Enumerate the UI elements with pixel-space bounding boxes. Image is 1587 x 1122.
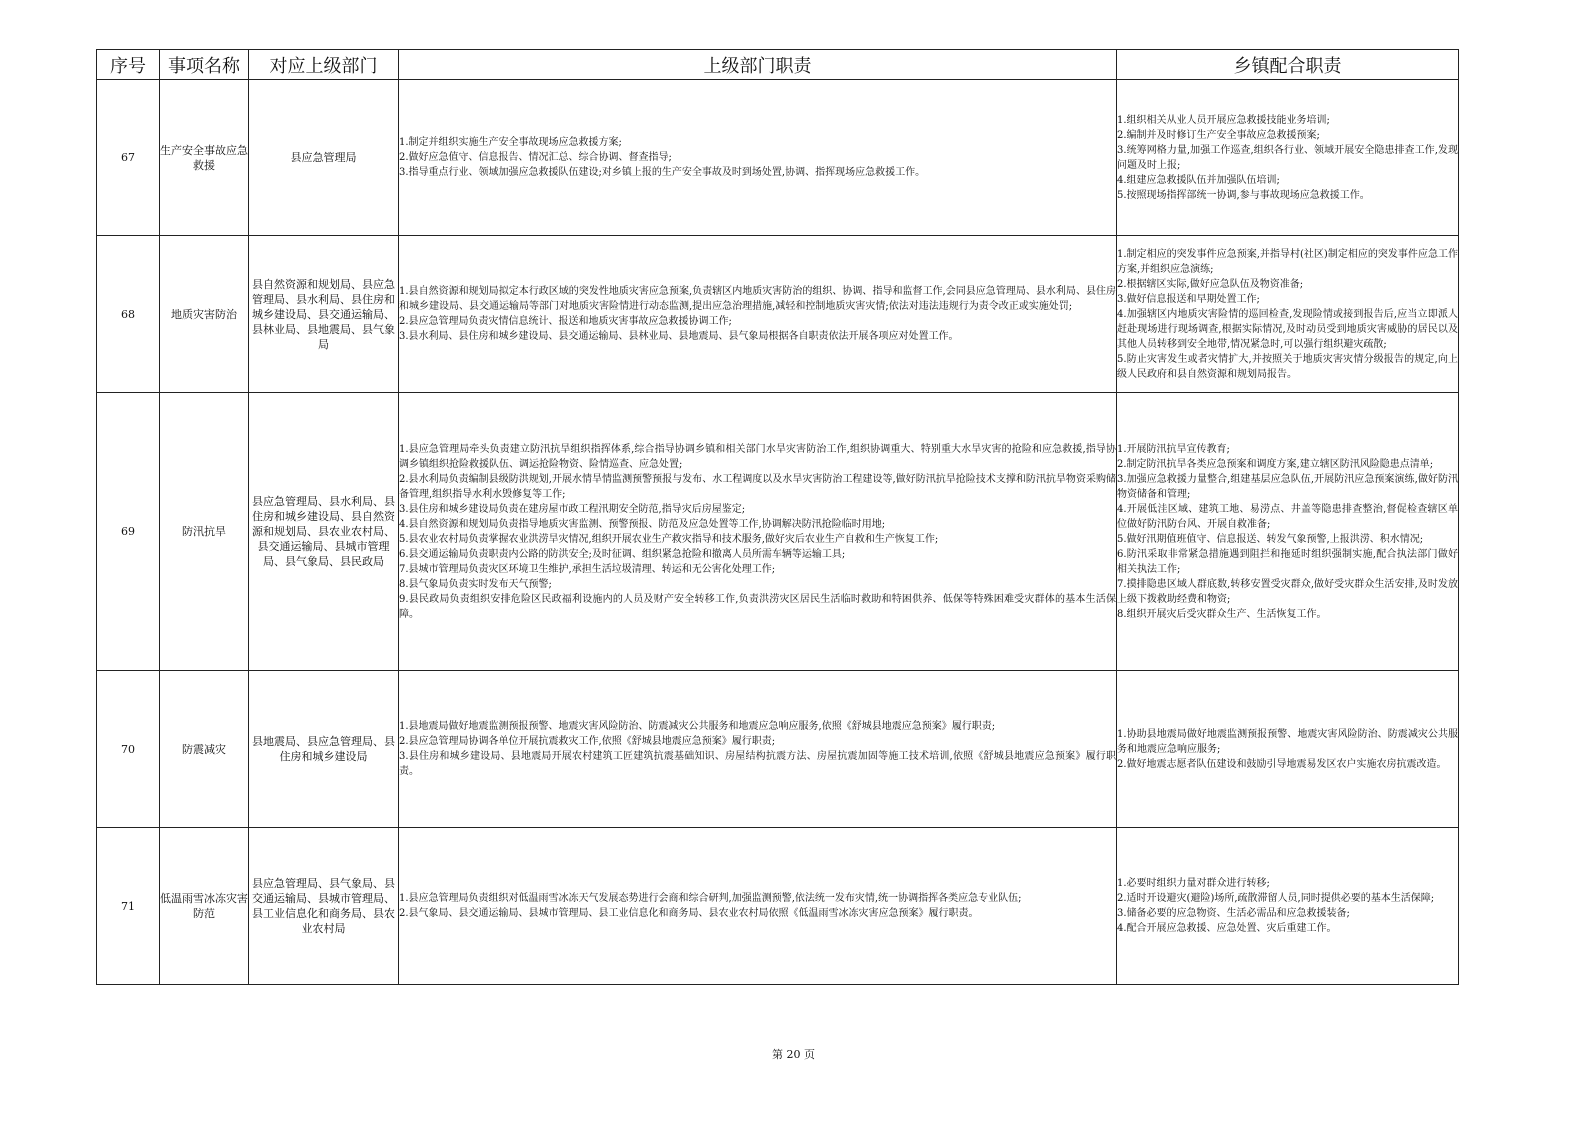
item-name: 地质灾害防治 <box>160 236 249 393</box>
town-line: 4.组建应急救援队伍并加强队伍培训; <box>1117 174 1280 186</box>
township-duties <box>1117 671 1459 828</box>
item-number: 71 <box>97 828 160 985</box>
town-line: 1.协助县地震局做好地震监测预报预警、地震灾害风险防治、防震减灾公共服务和地震应急响应服务; <box>1117 728 1458 755</box>
town-line: 3.储备必要的应急物资、生活必需品和应急救援装备; <box>1117 908 1350 919</box>
duty-line: 2.县水利局负责编制县级防洪规划,开展水情旱情监测预警预报与发布、水工程调度以及水旱灾害防治工程建设等,做好防汛抗旱抢险技术支撑和防汛抗旱物资采购储备管理,组织指导水利水毁修复等工作; <box>399 473 1116 500</box>
header-duty: 上级部门职责 <box>399 50 1117 80</box>
table-row <box>97 80 1459 236</box>
header-num: 序号 <box>97 50 160 80</box>
superior-duties <box>399 828 1117 985</box>
table-row <box>97 236 1459 393</box>
item-number: 69 <box>97 393 160 671</box>
item-name: 防汛抗旱 <box>160 393 249 671</box>
table-row <box>97 393 1459 671</box>
header-name: 事项名称 <box>160 50 249 80</box>
superior-duties <box>399 236 1117 393</box>
item-department: 县地震局、县应急管理局、县住房和城乡建设局 <box>249 671 399 828</box>
town-line: 3.加强应急救援力量整合,组建基层应急队伍,开展防汛应急预案演练,做好防汛物资储备和管理; <box>1117 473 1458 500</box>
duty-table <box>96 49 1459 985</box>
table-row <box>97 671 1459 828</box>
township-duties <box>1117 828 1459 985</box>
item-number: 70 <box>97 671 160 828</box>
duty-line: 1.制定并组织实施生产安全事故现场应急救援方案; <box>399 137 622 148</box>
duty-line: 5.县农业农村局负责掌握农业洪涝旱灾情况,组织开展农业生产救灾指导和技术服务,做好灾后农业生产自救和生产恢复工作; <box>399 533 939 545</box>
duty-line: 2.县应急管理局协调各单位开展抗震救灾工作,依照《舒城县地震应急预案》履行职责; <box>399 736 776 747</box>
duty-line: 7.县城市管理局负责灾区环境卫生维护,承担生活垃圾清理、转运和无公害化处理工作; <box>399 563 776 575</box>
township-duties <box>1117 393 1459 671</box>
duty-line: 1.县自然资源和规划局拟定本行政区域的突发性地质灾害应急预案,负责辖区内地质灾害防治的组织、协调、指导和监督工作,会同县应急管理局、县水利局、县住房和城乡建设局、县交通运输局等部门对地质灾害险情进行动态监测,提出应急治理措施,减轻和控制地质灾害灾情;依法对违法违规行为责令改正或实施处罚; <box>399 286 1116 312</box>
duty-line: 2.县气象局、县交通运输局、县城市管理局、县工业信息化和商务局、县农业农村局依照《低温雨雪冰冻灾害应急预案》履行职责。 <box>399 908 979 919</box>
town-line: 5.防止灾害发生或者灾情扩大,并按照关于地质灾害灾情分级报告的规定,向上级人民政府和县自然资源和规划局报告。 <box>1117 353 1458 380</box>
duty-line: 3.县住房和城乡建设局负责在建房屋市政工程汛期安全防范,指导灾后房屋鉴定; <box>399 503 746 515</box>
town-line: 2.做好地震志愿者队伍建设和鼓励引导地震易发区农户实施农房抗震改造。 <box>1117 758 1447 770</box>
table-body <box>97 80 1459 985</box>
town-line: 1.制定相应的突发事件应急预案,并指导村(社区)制定相应的突发事件应急工作方案,并组织应急演练; <box>1117 248 1458 275</box>
duty-line: 1.县地震局做好地震监测预报预警、地震灾害风险防治、防震减灾公共服务和地震应急响应服务,依照《舒城县地震应急预案》履行职责; <box>399 721 996 732</box>
superior-duties <box>399 393 1117 671</box>
duty-line: 1.县应急管理局负责组织对低温雨雪冰冻天气发展态势进行会商和综合研判,加强监测预警,依法统一发布灾情,统一协调指挥各类应急专业队伍; <box>399 893 1022 904</box>
item-number: 67 <box>97 80 160 236</box>
town-line: 2.制定防汛抗旱各类应急预案和调度方案,建立辖区防汛风险隐患点清单; <box>1117 458 1434 470</box>
town-line: 3.做好信息报送和早期处置工作; <box>1117 293 1260 305</box>
table-header-row <box>97 50 1459 80</box>
header-dept: 对应上级部门 <box>249 50 399 80</box>
item-name: 生产安全事故应急救援 <box>160 80 249 236</box>
duty-line: 1.县应急管理局牵头负责建立防汛抗旱组织指挥体系,综合指导协调乡镇和相关部门水旱灾害防治工作,组织协调重大、特别重大水旱灾害的抢险和应急救援,指导协调乡镇组织抢险救援队伍、调运抢险物资、险情巡查、应急处置; <box>399 443 1116 470</box>
town-line: 8.组织开展灾后受灾群众生产、生活恢复工作。 <box>1117 608 1327 620</box>
town-line: 5.做好汛期值班值守、信息报送、转发气象预警,上报洪涝、积水情况; <box>1117 533 1424 545</box>
town-line: 6.防汛采取非常紧急措施遇到阻拦和拖延时组织强制实施,配合执法部门做好相关执法工作; <box>1117 548 1458 575</box>
town-line: 5.按照现场指挥部统一协调,参与事故现场应急救援工作。 <box>1117 189 1370 201</box>
town-line: 2.根据辖区实际,做好应急队伍及物资准备; <box>1117 278 1304 290</box>
duty-line: 9.县民政局负责组织安排危险区民政福利设施内的人员及财产安全转移工作,负责洪涝灾区居民生活临时救助和特困供养、低保等特殊困难受灾群体的基本生活保障。 <box>399 593 1116 620</box>
town-line: 1.组织相关从业人员开展应急救援技能业务培训; <box>1117 114 1330 126</box>
item-name: 低温雨雪冰冻灾害防范 <box>160 828 249 985</box>
superior-duties <box>399 80 1117 236</box>
item-department: 县应急管理局、县水利局、县住房和城乡建设局、县自然资源和规划局、县农业农村局、县交通运输局、县城市管理局、县气象局、县民政局 <box>249 393 399 671</box>
duty-line: 2.做好应急值守、信息报告、情况汇总、综合协调、督查指导; <box>399 152 672 163</box>
page-number: 第 20 页 <box>772 1048 815 1061</box>
duty-line: 3.县水利局、县住房和城乡建设局、县交通运输局、县林业局、县地震局、县气象局根据各自职责依法开展各项应对处置工作。 <box>399 331 959 342</box>
town-line: 1.必要时组织力量对群众进行转移; <box>1117 878 1270 889</box>
township-duties <box>1117 236 1459 393</box>
table-row <box>97 828 1459 985</box>
item-department: 县应急管理局、县气象局、县交通运输局、县城市管理局、县工业信息化和商务局、县农业农村局 <box>249 828 399 985</box>
town-line: 2.编制并及时修订生产安全事故应急救援预案; <box>1117 129 1320 141</box>
superior-duties <box>399 671 1117 828</box>
town-line: 2.适时开设避灾(避险)场所,疏散滞留人员,同时提供必要的基本生活保障; <box>1117 893 1435 904</box>
town-line: 4.加强辖区内地质灾害险情的巡回检查,发现险情或接到报告后,应当立即派人赶赴现场进行现场调查,根据实际情况,及时动员受到地质灾害威胁的居民以及其他人员转移到安全地带,情况紧急时,可以强行组织避灾疏散; <box>1117 308 1458 350</box>
header-town: 乡镇配合职责 <box>1117 50 1459 80</box>
town-line: 7.摸排隐患区域人群底数,转移安置受灾群众,做好受灾群众生活安排,及时发放上级下拨救助经费和物资; <box>1117 578 1458 605</box>
township-duties <box>1117 80 1459 236</box>
town-line: 4.开展低洼区域、建筑工地、易涝点、井盖等隐患排查整治,督促检查辖区单位做好防汛防台风、开展自救准备; <box>1117 503 1458 530</box>
item-number: 68 <box>97 236 160 393</box>
item-department: 县应急管理局 <box>249 80 399 236</box>
town-line: 1.开展防汛抗旱宣传教育; <box>1117 443 1230 455</box>
item-department: 县自然资源和规划局、县应急管理局、县水利局、县住房和城乡建设局、县交通运输局、县林业局、县地震局、县气象局 <box>249 236 399 393</box>
item-name: 防震减灾 <box>160 671 249 828</box>
duty-line: 3.指导重点行业、领域加强应急救援队伍建设;对乡镇上报的生产安全事故及时到场处置,协调、指挥现场应急救援工作。 <box>399 167 926 178</box>
duty-line: 4.县自然资源和规划局负责指导地质灾害监测、预警预报、防范及应急处置等工作,协调解决防汛抢险临时用地; <box>399 518 886 530</box>
duty-line: 8.县气象局负责实时发布天气预警; <box>399 578 552 590</box>
duty-line: 6.县交通运输局负责职责内公路的防洪安全;及时征调、组织紧急抢险和撤离人员所需车辆等运输工具; <box>399 548 846 560</box>
town-line: 3.统筹网格力量,加强工作巡查,组织各行业、领域开展安全隐患排查工作,发现问题及时上报; <box>1117 144 1458 171</box>
duty-line: 2.县应急管理局负责灾情信息统计、报送和地质灾害事故应急救援协调工作; <box>399 316 732 327</box>
duty-line: 3.县住房和城乡建设局、县地震局开展农村建筑工匠建筑抗震基础知识、房屋结构抗震方法、房屋抗震加固等施工技术培训,依照《舒城县地震应急预案》履行职责。 <box>399 751 1116 777</box>
town-line: 4.配合开展应急救援、应急处置、灾后重建工作。 <box>1117 923 1337 934</box>
